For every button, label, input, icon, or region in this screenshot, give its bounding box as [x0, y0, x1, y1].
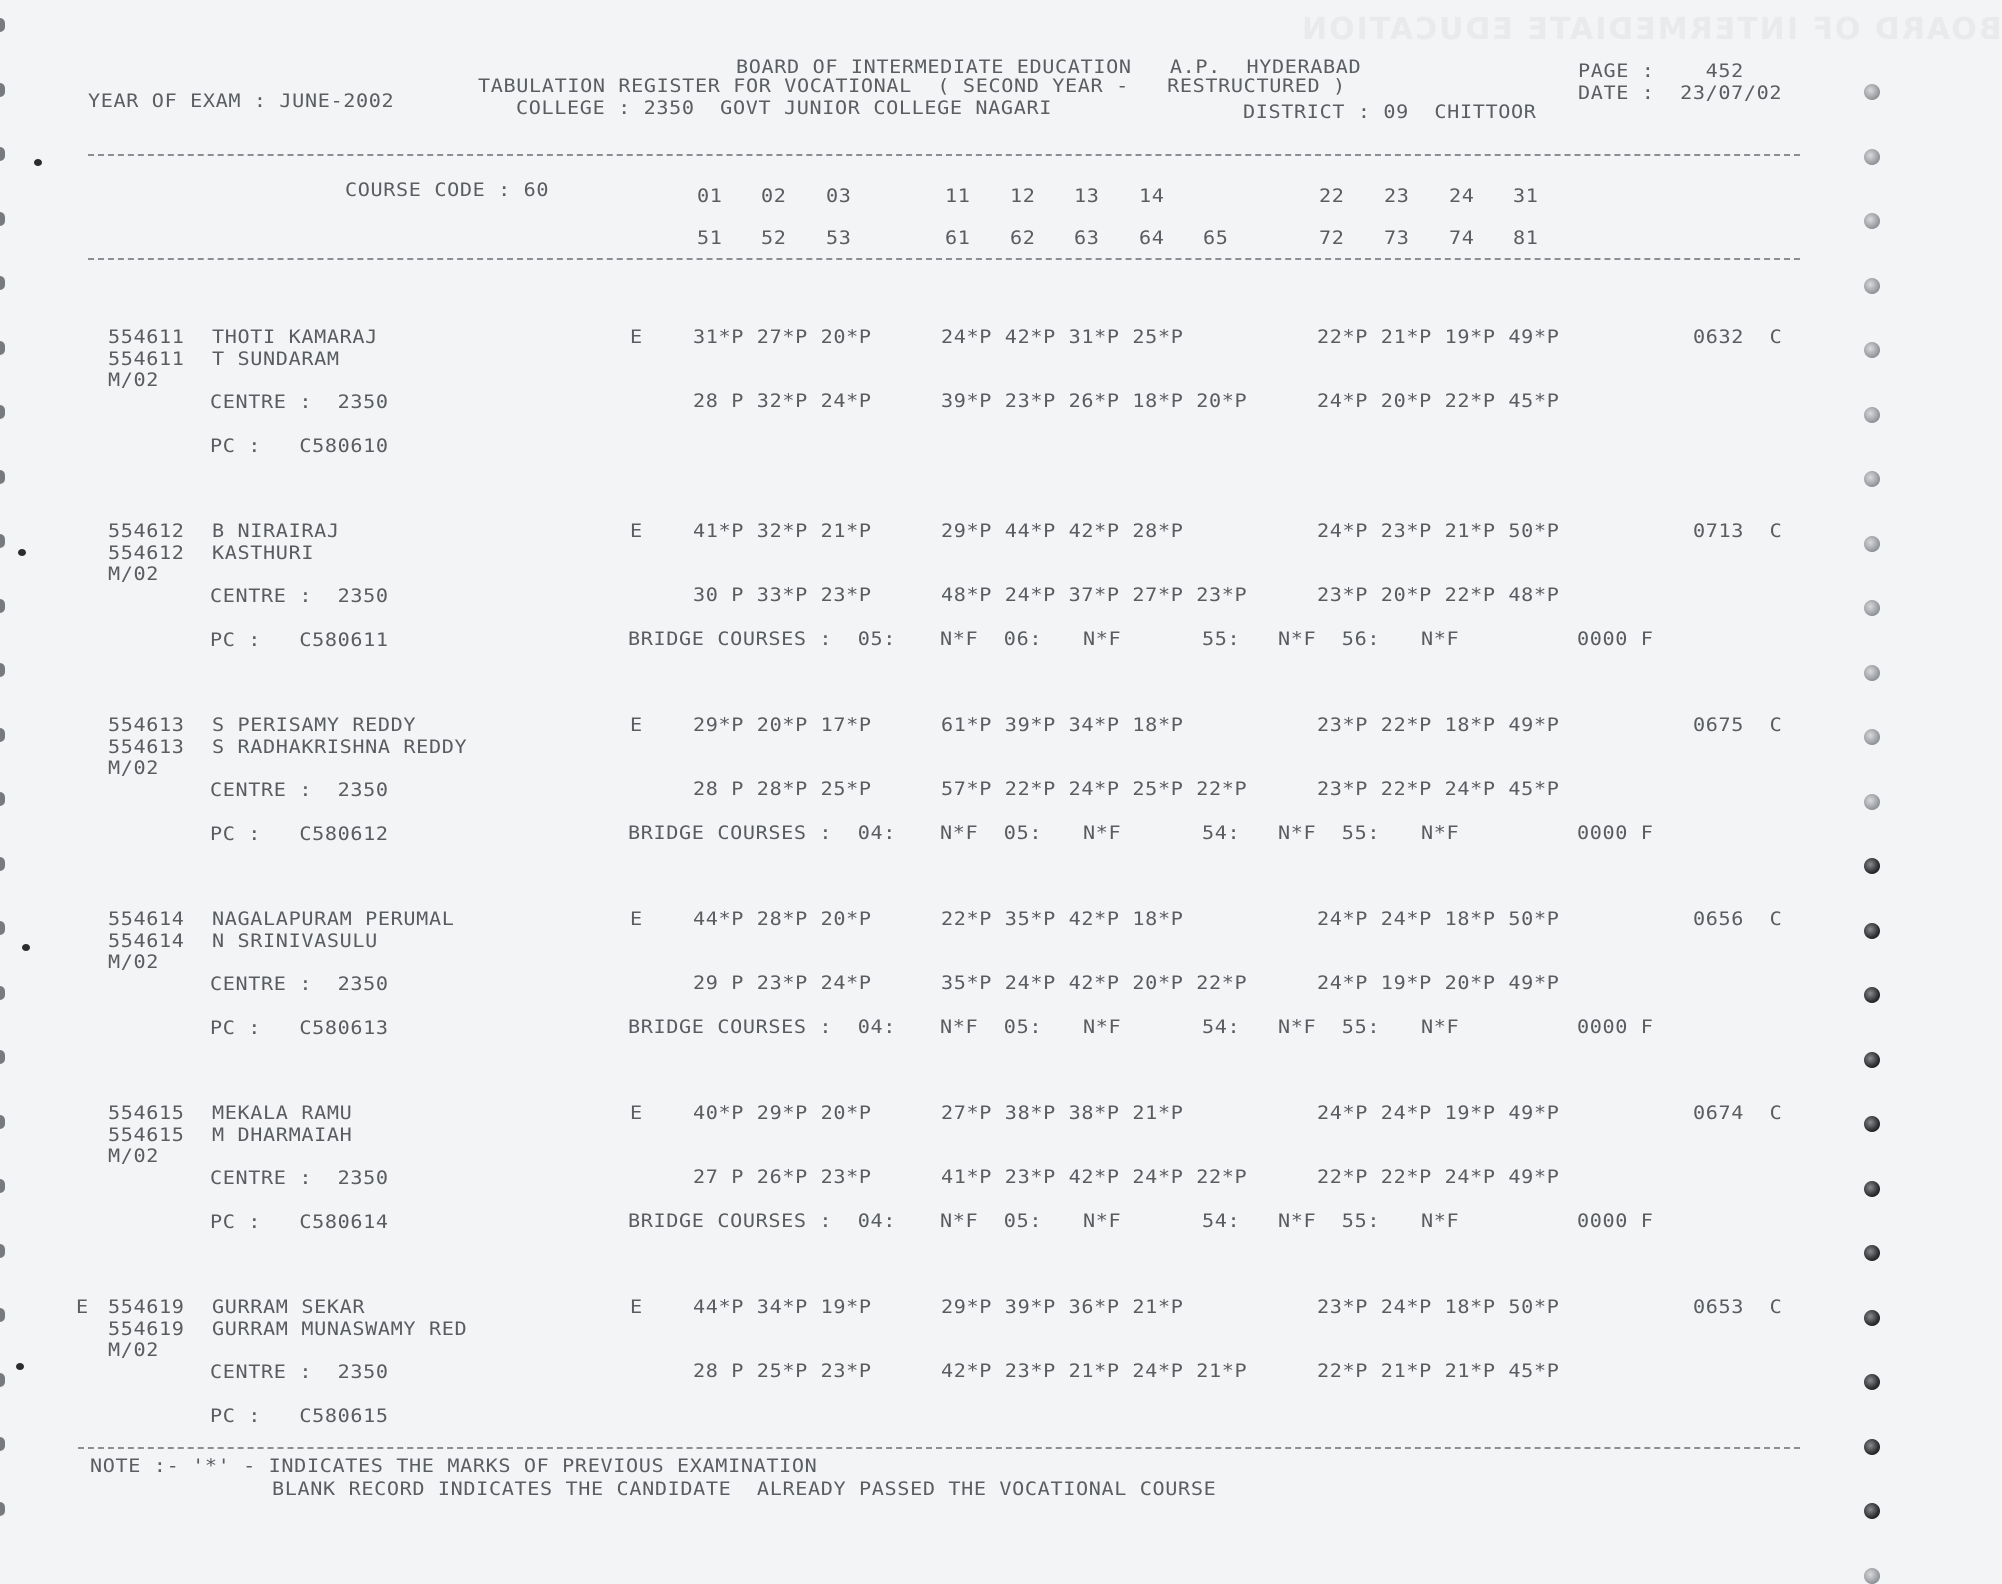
bridge-courses-label: BRIDGE COURSES : 04: — [628, 1210, 896, 1232]
bridge-course-mark: N*F — [1083, 628, 1122, 650]
feed-hole — [1864, 1245, 1880, 1261]
centre-code: CENTRE : 2350 — [210, 779, 389, 801]
subject-code: 63 — [1074, 227, 1100, 249]
centre-code: CENTRE : 2350 — [210, 1167, 389, 1189]
bridge-course-mark: N*F — [1421, 1210, 1460, 1232]
marks-row-2-part-1: 28 P 25*P 23*P — [693, 1360, 872, 1382]
year-of-exam: YEAR OF EXAM : JUNE-2002 — [88, 90, 395, 112]
bridge-course-mark: N*F 05: — [940, 1016, 1043, 1038]
bridge-result: 0000 F — [1577, 1016, 1654, 1038]
marks-row-1-part-2: 29*P 44*P 42*P 28*P — [941, 520, 1184, 542]
feed-hole — [1864, 149, 1880, 165]
subject-code: 13 — [1074, 185, 1100, 207]
hall-ticket-number-repeat: 554611 — [108, 348, 185, 370]
feed-hole — [1864, 1116, 1880, 1132]
hall-ticket-number: 554614 — [108, 908, 185, 930]
subject-code: 64 — [1139, 227, 1165, 249]
subject-code: 51 — [697, 227, 723, 249]
subject-code: 62 — [1010, 227, 1036, 249]
marks-row-1-part-2: 27*P 38*P 38*P 21*P — [941, 1102, 1184, 1124]
feed-hole — [1864, 407, 1880, 423]
candidate-name: GURRAM SEKAR — [212, 1296, 366, 1318]
marks-row-2-part-3: 24*P 19*P 20*P 49*P — [1317, 972, 1560, 994]
feed-hole — [1864, 1181, 1880, 1197]
bridge-course-code: 55: — [1202, 628, 1241, 650]
subject-code: 72 — [1319, 227, 1345, 249]
pc-number: PC : C580611 — [210, 629, 389, 651]
bridge-course-mark: N*F 55: — [1278, 1210, 1381, 1232]
course-code: COURSE CODE : 60 — [345, 179, 550, 201]
parent-name: N SRINIVASULU — [212, 930, 378, 952]
edge-perforation — [0, 276, 5, 290]
bridge-course-mark: N*F — [1421, 628, 1460, 650]
bridge-course-mark: N*F — [1083, 1016, 1122, 1038]
feed-hole — [1864, 1439, 1880, 1455]
header-rule-bottom — [88, 258, 1800, 260]
marks-row-2-part-1: 27 P 26*P 23*P — [693, 1166, 872, 1188]
subject-code: 81 — [1513, 227, 1539, 249]
feed-hole — [1864, 1503, 1880, 1519]
hall-ticket-number-repeat: 554619 — [108, 1318, 185, 1340]
candidate-name: NAGALAPURAM PERUMAL — [212, 908, 455, 930]
centre-code: CENTRE : 2350 — [210, 585, 389, 607]
register-heading: TABULATION REGISTER FOR VOCATIONAL ( SECOND YEAR - RESTRUCTURED ) — [478, 75, 1346, 97]
pc-number: PC : C580613 — [210, 1017, 389, 1039]
edge-perforation — [0, 1115, 5, 1129]
marks-row-2-part-2: 57*P 22*P 24*P 25*P 22*P — [941, 778, 1248, 800]
feed-hole — [1864, 600, 1880, 616]
marks-row-2-part-1: 30 P 33*P 23*P — [693, 584, 872, 606]
feed-hole — [1864, 278, 1880, 294]
feed-hole — [1864, 342, 1880, 358]
marks-row-1-part-3: 24*P 24*P 18*P 50*P — [1317, 908, 1560, 930]
feed-hole — [1864, 213, 1880, 229]
edge-perforation — [0, 1502, 5, 1516]
record-flag: E — [76, 1296, 89, 1318]
edge-perforation — [0, 83, 5, 97]
marks-row-2-part-3: 23*P 22*P 24*P 45*P — [1317, 778, 1560, 800]
marks-row-1-part-3: 23*P 22*P 18*P 49*P — [1317, 714, 1560, 736]
footer-note-line-1: NOTE :- '*' - INDICATES THE MARKS OF PREVIOUS EXAMINATION — [90, 1455, 818, 1477]
subject-code: 24 — [1449, 185, 1475, 207]
subject-code: 65 — [1203, 227, 1229, 249]
edge-perforation — [0, 857, 5, 871]
total-and-result: 0632 C — [1693, 326, 1783, 348]
marks-row-1-part-2: 29*P 39*P 36*P 21*P — [941, 1296, 1184, 1318]
bridge-result: 0000 F — [1577, 822, 1654, 844]
subject-code: 23 — [1384, 185, 1410, 207]
subject-code: 73 — [1384, 227, 1410, 249]
feed-hole — [1864, 1568, 1880, 1584]
parent-name: KASTHURI — [212, 542, 315, 564]
marks-row-1-part-3: 22*P 21*P 19*P 49*P — [1317, 326, 1560, 348]
ink-spot — [16, 1363, 24, 1370]
centre-code: CENTRE : 2350 — [210, 973, 389, 995]
marks-row-2-part-3: 24*P 20*P 22*P 45*P — [1317, 390, 1560, 412]
edge-perforation — [0, 1050, 5, 1064]
pc-number: PC : C580615 — [210, 1405, 389, 1427]
ink-spot — [18, 549, 26, 556]
subject-code: 11 — [945, 185, 971, 207]
centre-code: CENTRE : 2350 — [210, 391, 389, 413]
edge-perforation — [0, 212, 5, 226]
exam-flag: E — [630, 326, 643, 348]
marks-row-2-part-3: 23*P 20*P 22*P 48*P — [1317, 584, 1560, 606]
exam-flag: E — [630, 520, 643, 542]
feed-hole — [1864, 1052, 1880, 1068]
bridge-course-code: 54: — [1202, 1210, 1241, 1232]
subject-code: 74 — [1449, 227, 1475, 249]
marks-row-1-part-3: 24*P 23*P 21*P 50*P — [1317, 520, 1560, 542]
bridge-result: 0000 F — [1577, 628, 1654, 650]
feed-hole — [1864, 471, 1880, 487]
edge-perforation — [0, 792, 5, 806]
feed-hole — [1864, 794, 1880, 810]
marks-row-1-part-1: 44*P 28*P 20*P — [693, 908, 872, 930]
total-and-result: 0674 C — [1693, 1102, 1783, 1124]
hall-ticket-number-repeat: 554615 — [108, 1124, 185, 1146]
hall-ticket-number-repeat: 554612 — [108, 542, 185, 564]
feed-hole — [1864, 536, 1880, 552]
edge-perforation — [0, 921, 5, 935]
bridge-course-mark: N*F 05: — [940, 822, 1043, 844]
candidate-name: THOTI KAMARAJ — [212, 326, 378, 348]
subject-code: 31 — [1513, 185, 1539, 207]
total-and-result: 0675 C — [1693, 714, 1783, 736]
marks-row-1-part-2: 61*P 39*P 34*P 18*P — [941, 714, 1184, 736]
marks-row-1-part-1: 44*P 34*P 19*P — [693, 1296, 872, 1318]
marks-row-2-part-1: 28 P 32*P 24*P — [693, 390, 872, 412]
subject-code: 03 — [826, 185, 852, 207]
exam-session: M/02 — [108, 951, 160, 973]
candidate-name: MEKALA RAMU — [212, 1102, 353, 1124]
exam-session: M/02 — [108, 369, 160, 391]
parent-name: M DHARMAIAH — [212, 1124, 353, 1146]
subject-code: 02 — [761, 185, 787, 207]
hall-ticket-number: 554612 — [108, 520, 185, 542]
bridge-course-mark: N*F 55: — [1278, 822, 1381, 844]
marks-row-1-part-1: 29*P 20*P 17*P — [693, 714, 872, 736]
feed-hole — [1864, 858, 1880, 874]
bridge-courses-label: BRIDGE COURSES : 05: — [628, 628, 896, 650]
feed-hole — [1864, 987, 1880, 1003]
feed-hole — [1864, 1310, 1880, 1326]
edge-perforation — [0, 986, 5, 1000]
bridge-course-code: 54: — [1202, 822, 1241, 844]
edge-perforation — [0, 1244, 5, 1258]
edge-perforation — [0, 470, 5, 484]
pc-number: PC : C580612 — [210, 823, 389, 845]
subject-code: 52 — [761, 227, 787, 249]
marks-row-1-part-1: 40*P 29*P 20*P — [693, 1102, 872, 1124]
marks-row-2-part-3: 22*P 21*P 21*P 45*P — [1317, 1360, 1560, 1382]
edge-perforation — [0, 663, 5, 677]
marks-row-1-part-2: 22*P 35*P 42*P 18*P — [941, 908, 1184, 930]
marks-row-2-part-1: 29 P 23*P 24*P — [693, 972, 872, 994]
bridge-course-code: 54: — [1202, 1016, 1241, 1038]
board-heading: BOARD OF INTERMEDIATE EDUCATION A.P. HYDERABAD — [736, 56, 1362, 78]
marks-row-1-part-1: 41*P 32*P 21*P — [693, 520, 872, 542]
subject-code: 53 — [826, 227, 852, 249]
district-heading: DISTRICT : 09 CHITTOOR — [1243, 101, 1537, 123]
exam-session: M/02 — [108, 1339, 160, 1361]
subject-code: 22 — [1319, 185, 1345, 207]
parent-name: T SUNDARAM — [212, 348, 340, 370]
bridge-course-mark: N*F — [1083, 1210, 1122, 1232]
parent-name: GURRAM MUNASWAMY RED — [212, 1318, 468, 1340]
footer-rule — [78, 1447, 1800, 1449]
edge-perforation — [0, 147, 5, 161]
total-and-result: 0656 C — [1693, 908, 1783, 930]
bridge-course-mark: N*F 05: — [940, 1210, 1043, 1232]
pc-number: PC : C580610 — [210, 435, 389, 457]
exam-flag: E — [630, 1102, 643, 1124]
subject-code: 01 — [697, 185, 723, 207]
exam-flag: E — [630, 908, 643, 930]
marks-row-2-part-2: 42*P 23*P 21*P 24*P 21*P — [941, 1360, 1248, 1382]
candidate-name: B NIRAIRAJ — [212, 520, 340, 542]
centre-code: CENTRE : 2350 — [210, 1361, 389, 1383]
header-rule-top — [88, 154, 1800, 156]
marks-row-1-part-1: 31*P 27*P 20*P — [693, 326, 872, 348]
exam-session: M/02 — [108, 757, 160, 779]
subject-code: 14 — [1139, 185, 1165, 207]
marks-row-2-part-2: 39*P 23*P 26*P 18*P 20*P — [941, 390, 1248, 412]
bleed-through-text: BOARD OF INTERMEDIATE EDUCATION — [1300, 12, 2002, 47]
marks-row-2-part-1: 28 P 28*P 25*P — [693, 778, 872, 800]
exam-session: M/02 — [108, 563, 160, 585]
feed-hole — [1864, 665, 1880, 681]
marks-row-1-part-3: 23*P 24*P 18*P 50*P — [1317, 1296, 1560, 1318]
hall-ticket-number: 554619 — [108, 1296, 185, 1318]
edge-perforation — [0, 1179, 5, 1193]
bridge-course-mark: N*F 56: — [1278, 628, 1381, 650]
pc-number: PC : C580614 — [210, 1211, 389, 1233]
hall-ticket-number-repeat: 554613 — [108, 736, 185, 758]
edge-perforation — [0, 405, 5, 419]
bridge-courses-label: BRIDGE COURSES : 04: — [628, 1016, 896, 1038]
bridge-course-mark: N*F — [1421, 1016, 1460, 1038]
edge-perforation — [0, 1373, 5, 1387]
exam-flag: E — [630, 1296, 643, 1318]
bridge-course-mark: N*F 55: — [1278, 1016, 1381, 1038]
footer-note-line-2: BLANK RECORD INDICATES THE CANDIDATE ALREADY PASSED THE VOCATIONAL COURSE — [272, 1478, 1217, 1500]
feed-hole — [1864, 729, 1880, 745]
subject-code: 12 — [1010, 185, 1036, 207]
edge-perforation — [0, 599, 5, 613]
feed-hole — [1864, 84, 1880, 100]
hall-ticket-number: 554613 — [108, 714, 185, 736]
print-date: DATE : 23/07/02 — [1578, 82, 1783, 104]
bridge-course-mark: N*F — [1083, 822, 1122, 844]
edge-perforation — [0, 18, 5, 32]
bridge-result: 0000 F — [1577, 1210, 1654, 1232]
hall-ticket-number-repeat: 554614 — [108, 930, 185, 952]
edge-perforation — [0, 728, 5, 742]
parent-name: S RADHAKRISHNA REDDY — [212, 736, 468, 758]
bridge-course-mark: N*F — [1421, 822, 1460, 844]
bridge-course-mark: N*F 06: — [940, 628, 1043, 650]
candidate-name: S PERISAMY REDDY — [212, 714, 417, 736]
bridge-courses-label: BRIDGE COURSES : 04: — [628, 822, 896, 844]
hall-ticket-number: 554615 — [108, 1102, 185, 1124]
marks-row-2-part-2: 48*P 24*P 37*P 27*P 23*P — [941, 584, 1248, 606]
feed-hole — [1864, 1374, 1880, 1390]
marks-row-1-part-2: 24*P 42*P 31*P 25*P — [941, 326, 1184, 348]
ink-spot — [34, 159, 42, 166]
total-and-result: 0653 C — [1693, 1296, 1783, 1318]
page-number: PAGE : 452 — [1578, 60, 1744, 82]
exam-session: M/02 — [108, 1145, 160, 1167]
subject-code: 61 — [945, 227, 971, 249]
marks-row-1-part-3: 24*P 24*P 19*P 49*P — [1317, 1102, 1560, 1124]
marks-row-2-part-2: 41*P 23*P 42*P 24*P 22*P — [941, 1166, 1248, 1188]
exam-flag: E — [630, 714, 643, 736]
marks-row-2-part-2: 35*P 24*P 42*P 20*P 22*P — [941, 972, 1248, 994]
edge-perforation — [0, 534, 5, 548]
hall-ticket-number: 554611 — [108, 326, 185, 348]
edge-perforation — [0, 1308, 5, 1322]
college-heading: COLLEGE : 2350 GOVT JUNIOR COLLEGE NAGARI — [516, 97, 1052, 119]
marks-row-2-part-3: 22*P 22*P 24*P 49*P — [1317, 1166, 1560, 1188]
ink-spot — [22, 944, 30, 951]
feed-hole — [1864, 923, 1880, 939]
total-and-result: 0713 C — [1693, 520, 1783, 542]
edge-perforation — [0, 1437, 5, 1451]
edge-perforation — [0, 341, 5, 355]
